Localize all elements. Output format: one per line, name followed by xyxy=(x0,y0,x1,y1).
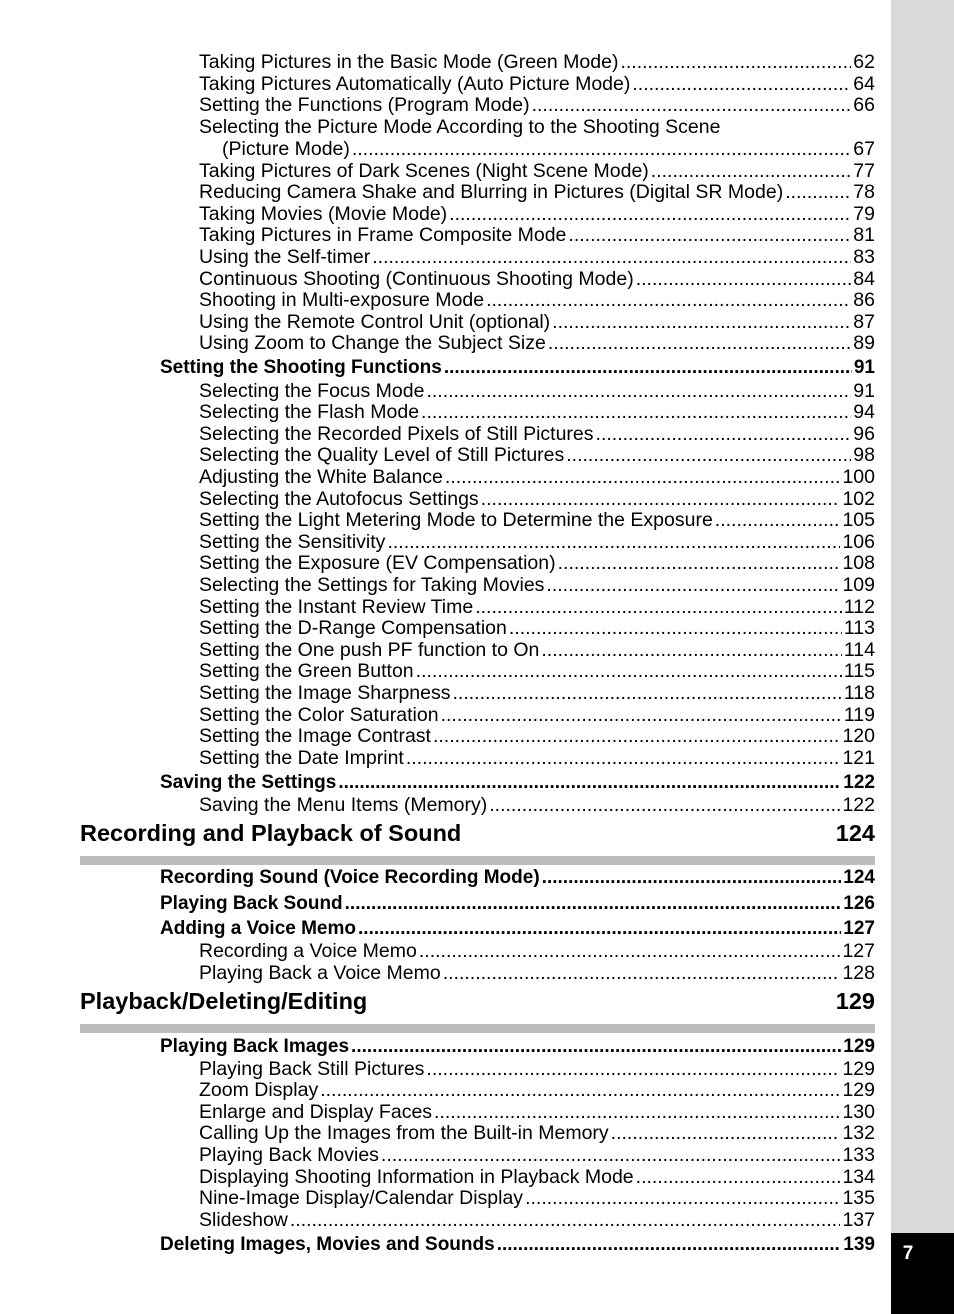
entry-title: Adding a Voice Memo xyxy=(160,918,357,939)
entry-page: 135 xyxy=(842,1187,875,1210)
toc-entry[interactable] xyxy=(199,73,875,96)
entry-page: 139 xyxy=(843,1234,875,1255)
dot-leader xyxy=(453,682,842,705)
dot-leader xyxy=(419,940,841,963)
toc-entry[interactable] xyxy=(199,747,875,770)
entry-title: Saving the Menu Items (Memory) xyxy=(199,793,488,816)
toc-entry[interactable] xyxy=(199,246,875,269)
entry-title: Selecting the Autofocus Settings xyxy=(199,487,479,510)
entry-page: 109 xyxy=(842,573,875,596)
entry-title: Calling Up the Images from the Built-in Memory xyxy=(199,1122,609,1145)
dot-leader xyxy=(611,1122,841,1145)
dot-leader xyxy=(548,332,851,355)
entry-page: 124 xyxy=(843,867,875,888)
entry-page: 96 xyxy=(853,422,875,445)
entry-page: 119 xyxy=(843,703,875,726)
entry-page: 130 xyxy=(842,1100,875,1123)
entry-title: Enlarge and Display Faces xyxy=(199,1100,433,1123)
dot-leader xyxy=(475,596,842,619)
entry-page: 134 xyxy=(842,1165,875,1188)
toc-entry[interactable] xyxy=(199,1058,875,1081)
entry-title: Setting the Shooting Functions xyxy=(160,357,442,378)
entry-page: 122 xyxy=(843,772,875,793)
entry-title: Selecting the Quality Level of Still Pictures xyxy=(199,444,565,467)
entry-title: Using the Self-timer xyxy=(199,245,371,268)
entry-page: 115 xyxy=(843,660,875,683)
entry-page: 128 xyxy=(842,961,875,984)
entry-page: 83 xyxy=(853,245,875,268)
section-heading[interactable] xyxy=(80,819,875,847)
dot-leader xyxy=(320,1079,840,1102)
dot-leader xyxy=(358,917,841,940)
toc-entry[interactable] xyxy=(199,332,875,355)
dot-leader xyxy=(445,466,841,489)
entry-page: 67 xyxy=(853,138,875,160)
dot-leader xyxy=(387,531,840,554)
entry-page: 120 xyxy=(842,725,875,748)
dot-leader xyxy=(338,771,841,794)
entry-title: Playing Back Still Pictures xyxy=(199,1057,425,1080)
entry-page: 106 xyxy=(842,530,875,553)
dot-leader xyxy=(552,311,851,334)
entry-title: Adjusting the White Balance xyxy=(199,465,443,488)
entry-title: Setting the Date Imprint xyxy=(199,746,404,769)
entry-page: 137 xyxy=(842,1208,875,1231)
entry-page: 108 xyxy=(842,552,875,575)
toc-entry[interactable] xyxy=(199,1209,875,1232)
toc-group[interactable] xyxy=(160,892,875,915)
entry-page: 89 xyxy=(853,332,875,355)
entry-page: 84 xyxy=(853,267,875,290)
entry-title: Setting the Sensitivity xyxy=(199,530,386,553)
dot-leader xyxy=(381,1144,841,1167)
entry-title: Shooting in Multi-exposure Mode xyxy=(199,289,485,312)
dot-leader xyxy=(421,401,851,424)
entry-page: 118 xyxy=(843,681,875,704)
dot-leader xyxy=(509,617,842,640)
toc-entry[interactable] xyxy=(199,203,875,226)
toc-entry[interactable] xyxy=(199,380,875,403)
section-page: 129 xyxy=(835,988,875,1014)
page-number: 7 xyxy=(902,1243,914,1264)
dot-leader xyxy=(532,94,852,117)
dot-leader xyxy=(351,1035,841,1058)
toc-entry[interactable] xyxy=(199,1144,875,1167)
toc-entry[interactable] xyxy=(199,704,875,727)
toc-group[interactable] xyxy=(160,771,875,794)
section-heading[interactable] xyxy=(80,987,875,1015)
dot-leader xyxy=(558,552,841,575)
dot-leader xyxy=(434,1101,840,1124)
dot-leader xyxy=(568,224,851,247)
dot-leader xyxy=(632,73,851,96)
toc-group[interactable] xyxy=(160,1233,875,1256)
entry-page: 78 xyxy=(853,181,875,204)
entry-title: Setting the Light Metering Mode to Determine the Exposure xyxy=(199,509,713,532)
dot-leader xyxy=(620,51,851,74)
section-divider xyxy=(80,856,875,865)
entry-title: Setting the Instant Review Time xyxy=(199,595,474,618)
dot-leader xyxy=(636,1166,841,1189)
toc-entry[interactable] xyxy=(199,725,875,748)
dot-leader xyxy=(566,444,851,467)
toc-entry[interactable] xyxy=(199,1166,875,1189)
entry-page: 79 xyxy=(853,202,875,225)
entry-title: Zoom Display xyxy=(199,1079,319,1102)
section-title: Playback/Deleting/Editing xyxy=(80,988,368,1014)
toc-entry[interactable] xyxy=(199,1101,875,1124)
entry-page: 129 xyxy=(843,1036,875,1057)
entry-page: 77 xyxy=(853,159,875,182)
entry-page: 132 xyxy=(842,1122,875,1145)
entry-title: Selecting the Flash Mode xyxy=(199,401,420,424)
toc-entry[interactable] xyxy=(199,423,875,446)
entry-page: 133 xyxy=(842,1143,875,1166)
dot-leader xyxy=(525,1187,840,1210)
toc-entry[interactable] xyxy=(199,574,875,597)
dot-leader xyxy=(352,138,851,161)
dot-leader xyxy=(426,380,851,403)
toc-entry[interactable] xyxy=(199,160,875,183)
toc-entry[interactable] xyxy=(199,311,875,334)
entry-page: 127 xyxy=(842,940,875,962)
entry-title: Playing Back Sound xyxy=(160,892,343,914)
toc-entry[interactable] xyxy=(199,289,875,312)
toc-entry[interactable] xyxy=(199,531,875,554)
entry-page: 126 xyxy=(843,892,875,914)
dot-leader xyxy=(541,639,842,662)
toc-entry[interactable] xyxy=(199,94,875,117)
entry-title: Setting the Exposure (EV Compensation) xyxy=(199,552,556,575)
side-tab xyxy=(891,0,954,1314)
dot-leader xyxy=(785,181,851,204)
toc-entry[interactable] xyxy=(199,940,875,963)
entry-title: Deleting Images, Movies and Sounds xyxy=(160,1234,495,1255)
entry-title: Recording a Voice Memo xyxy=(199,940,417,962)
dot-leader xyxy=(449,203,851,226)
toc-group[interactable] xyxy=(160,917,875,940)
toc-entry[interactable] xyxy=(199,224,875,247)
dot-leader xyxy=(546,574,840,597)
entry-title: Selecting the Settings for Taking Movies xyxy=(199,573,545,596)
dot-leader xyxy=(444,356,852,379)
entry-title: Taking Movies (Movie Mode) xyxy=(199,202,448,225)
dot-leader xyxy=(372,246,851,269)
entry-title: Taking Pictures in Frame Composite Mode xyxy=(199,224,567,247)
entry-title: Using the Remote Control Unit (optional) xyxy=(199,310,551,333)
entry-page: 87 xyxy=(853,310,875,333)
dot-leader xyxy=(489,794,840,817)
entry-page: 114 xyxy=(843,638,875,661)
entry-title: Displaying Shooting Information in Playback Mode xyxy=(199,1165,634,1188)
toc-entry[interactable] xyxy=(199,466,875,489)
entry-page: 127 xyxy=(843,918,875,939)
entry-title: Reducing Camera Shake and Blurring in Pictures (Digital SR Mode) xyxy=(199,181,784,204)
dot-leader xyxy=(486,289,851,312)
toc-group[interactable] xyxy=(160,1035,875,1058)
section-title: Recording and Playback of Sound xyxy=(80,820,462,846)
dot-leader xyxy=(433,725,840,748)
entry-title: Selecting the Focus Mode xyxy=(199,379,425,402)
toc-entry[interactable] xyxy=(199,268,875,291)
entry-title: Selecting the Picture Mode According to the Shooting Scene xyxy=(199,116,721,138)
toc-group[interactable] xyxy=(160,356,875,379)
dot-leader xyxy=(345,892,842,915)
dot-leader xyxy=(651,160,852,183)
entry-page: 129 xyxy=(842,1057,875,1080)
toc-entry[interactable] xyxy=(199,596,875,619)
entry-title: Slideshow xyxy=(199,1208,288,1231)
entry-page: 113 xyxy=(843,617,875,640)
toc-entry[interactable] xyxy=(199,401,875,424)
dot-leader xyxy=(715,509,841,532)
toc-entry[interactable] xyxy=(199,509,875,532)
dot-leader xyxy=(416,660,842,683)
dot-leader xyxy=(443,962,841,985)
dot-leader xyxy=(441,704,842,727)
dot-leader xyxy=(636,268,852,291)
entry-page: 64 xyxy=(853,72,875,95)
dot-leader xyxy=(426,1058,840,1081)
entry-page: 91 xyxy=(853,379,875,402)
entry-page: 81 xyxy=(853,224,875,247)
toc-entry[interactable] xyxy=(199,552,875,575)
toc-group[interactable] xyxy=(160,866,875,889)
page-number-box xyxy=(891,1233,954,1314)
entry-title: Setting the D-Range Compensation xyxy=(199,617,507,640)
toc-entry[interactable] xyxy=(199,1079,875,1102)
dot-leader xyxy=(596,423,852,446)
entry-page: 112 xyxy=(843,595,875,618)
entry-title: Taking Pictures Automatically (Auto Picture Mode) xyxy=(199,72,631,95)
toc-entry[interactable] xyxy=(199,617,875,640)
entry-title: Setting the Functions (Program Mode) xyxy=(199,94,530,117)
entry-title: Setting the Image Contrast xyxy=(199,725,431,748)
entry-title: Taking Pictures of Dark Scenes (Night Scene Mode) xyxy=(199,159,649,182)
entry-page: 98 xyxy=(853,444,875,467)
entry-title: Setting the One push PF function to On xyxy=(199,638,540,661)
toc-entry[interactable] xyxy=(199,488,875,511)
entry-title: Taking Pictures in the Basic Mode (Green Mode) xyxy=(199,51,619,73)
entry-page: 62 xyxy=(853,51,875,73)
toc-entry[interactable] xyxy=(199,794,875,817)
section-divider xyxy=(80,1024,875,1033)
entry-page: 86 xyxy=(853,289,875,312)
entry-page: 91 xyxy=(853,357,875,378)
toc-entry[interactable] xyxy=(199,962,875,985)
entry-page: 129 xyxy=(842,1079,875,1102)
entry-title: Playing Back a Voice Memo xyxy=(199,961,441,984)
dot-leader xyxy=(406,747,841,770)
entry-title: Playing Back Movies xyxy=(199,1143,379,1166)
toc-entry-line2[interactable] xyxy=(222,138,875,161)
section-page: 124 xyxy=(835,820,875,846)
entry-title: Recording Sound (Voice Recording Mode) xyxy=(160,867,540,888)
entry-page: 100 xyxy=(842,465,875,488)
entry-title: Setting the Green Button xyxy=(199,660,414,683)
toc-entry[interactable] xyxy=(199,639,875,662)
entry-title: (Picture Mode) xyxy=(222,138,350,160)
toc-entry[interactable] xyxy=(199,51,875,74)
entry-title: Continuous Shooting (Continuous Shooting Mode) xyxy=(199,267,634,290)
entry-page: 66 xyxy=(853,94,875,117)
toc-entry[interactable] xyxy=(199,660,875,683)
toc-entry-line1[interactable] xyxy=(199,116,875,139)
entry-title: Setting the Color Saturation xyxy=(199,703,439,726)
entry-page: 94 xyxy=(853,401,875,424)
dot-leader xyxy=(542,866,842,889)
entry-page: 122 xyxy=(842,793,875,816)
entry-title: Saving the Settings xyxy=(160,772,337,793)
entry-page: 102 xyxy=(842,487,875,510)
dot-leader xyxy=(497,1233,842,1256)
entry-title: Selecting the Recorded Pixels of Still Pictures xyxy=(199,422,594,445)
entry-page: 121 xyxy=(842,746,875,769)
toc-entry[interactable] xyxy=(199,1187,875,1210)
entry-page: 105 xyxy=(842,509,875,532)
toc-entry[interactable] xyxy=(199,181,875,204)
entry-title: Setting the Image Sharpness xyxy=(199,681,451,704)
dot-leader xyxy=(290,1209,841,1232)
entry-title: Playing Back Images xyxy=(160,1036,350,1057)
dot-leader xyxy=(481,488,841,511)
toc-entry[interactable] xyxy=(199,444,875,467)
entry-title: Nine-Image Display/Calendar Display xyxy=(199,1187,524,1210)
entry-title: Using Zoom to Change the Subject Size xyxy=(199,332,546,355)
toc-entry[interactable] xyxy=(199,1122,875,1145)
toc-entry[interactable] xyxy=(199,682,875,705)
